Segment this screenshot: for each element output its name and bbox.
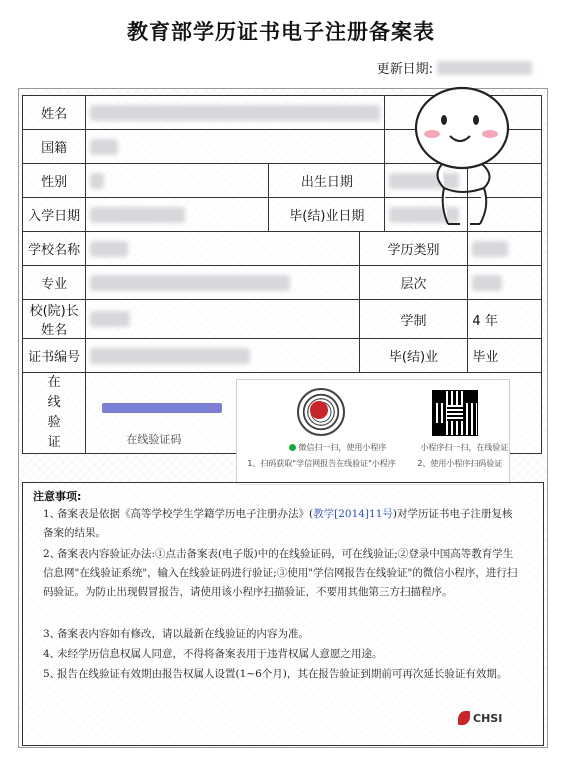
step1-tip: 1、扫码获取"学信网报告在线验证"小程序	[247, 459, 396, 468]
update-date-label: 更新日期:	[376, 62, 433, 77]
table-row	[23, 300, 542, 339]
grad-status-label: 毕(结)业	[359, 339, 468, 373]
cert-no-label: 证书编号	[23, 339, 86, 373]
school-value	[86, 232, 359, 266]
note-number: 1、	[43, 508, 61, 520]
regulation-link[interactable]: 教学[2014]11号	[313, 508, 393, 520]
note-text: 备案表内容如有修改，请以最新在线验证的内容为准。	[57, 628, 309, 640]
enroll-value	[86, 198, 269, 232]
nationality-value	[86, 130, 385, 164]
update-date-value-redacted	[437, 61, 532, 75]
verify-char: 在	[47, 375, 61, 390]
grad-status-value: 毕业	[468, 339, 542, 373]
duration-label: 学制	[359, 300, 468, 339]
major-redacted	[90, 275, 290, 291]
note-text: )对学历证书电子注册复核备案的结果。	[43, 508, 513, 539]
president-value	[86, 300, 359, 339]
cert-no-value	[86, 339, 359, 373]
graduate-date-label: 毕(结)业日期	[269, 198, 385, 232]
page-title: 教育部学历证书电子注册备案表	[127, 20, 435, 44]
major-label: 专业	[23, 266, 86, 300]
verify-label	[23, 373, 86, 454]
major-value	[86, 266, 359, 300]
degree-type-value	[468, 232, 542, 266]
verify-cell	[86, 373, 542, 468]
chsi-logo-text: CHSI	[473, 711, 503, 725]
president-redacted	[90, 311, 130, 327]
qr-panel	[236, 379, 510, 485]
note-number: 4、	[43, 648, 61, 660]
chsi-logo	[458, 711, 502, 725]
note-item	[43, 625, 521, 644]
level-label: 层次	[359, 266, 468, 300]
nationality-redacted	[90, 139, 118, 155]
gender-value	[86, 164, 269, 198]
nationality-label: 国籍	[23, 130, 86, 164]
level-value	[468, 266, 542, 300]
note-text: 备案表是依据《高等学校学生学籍学历电子注册办法》(	[57, 508, 314, 520]
birth-label: 出生日期	[269, 164, 385, 198]
verify-code-redacted[interactable]	[102, 403, 222, 413]
note-item	[43, 645, 521, 664]
note-item	[43, 505, 521, 543]
president-label: 校(院)长姓名	[23, 300, 86, 339]
chsi-mark-icon	[458, 711, 470, 725]
table-row	[23, 266, 542, 300]
verify-row	[23, 373, 542, 454]
verify-char: 线	[47, 395, 61, 410]
note-text: 报告在线验证有效期由报告权属人设置(1~6个月)，其在报告验证到期前可再次延长验证有效期。	[57, 668, 508, 680]
cert-no-redacted	[90, 348, 250, 364]
note-number: 2、	[43, 548, 61, 560]
wechat-tip-text: 微信扫一扫，使用小程序	[298, 443, 387, 452]
table-row	[23, 232, 542, 266]
enroll-redacted	[90, 207, 185, 223]
qr-tip: 小程序扫一扫，在线验证	[420, 443, 509, 452]
enroll-label: 入学日期	[23, 198, 86, 232]
gender-label: 性别	[23, 164, 86, 198]
update-date	[377, 58, 532, 77]
wechat-icon	[289, 444, 296, 451]
note-item	[43, 545, 521, 602]
wechat-tip	[289, 442, 386, 453]
level-redacted	[472, 275, 502, 291]
school-redacted	[90, 241, 128, 257]
note-text: 备案表内容验证办法:①点击备案表(电子版)中的在线验证码，可在线验证;②登录中国高等教育学生信息网"在线验证系统"，输入在线验证码进行验证;③使用"学信网报告在线验证"的微信小程序，进行扫码验证。为防止出现假冒报告，请使用该小程序扫描验证，不要用其他第三方扫描程序。	[43, 548, 518, 598]
note-number: 3、	[43, 628, 61, 640]
cartoon-sticker-icon	[404, 76, 522, 236]
degree-type-redacted	[472, 241, 508, 257]
degree-type-label: 学历类别	[359, 232, 468, 266]
name-label: 姓名	[23, 96, 86, 130]
note-number: 5、	[43, 668, 61, 680]
verify-code-caption: 在线验证码	[126, 433, 182, 446]
school-label: 学校名称	[23, 232, 86, 266]
name-redacted	[90, 105, 380, 121]
note-item	[43, 665, 521, 684]
verify-char: 证	[47, 435, 61, 450]
qr-code-icon[interactable]	[432, 390, 478, 436]
duration-value: 4 年	[468, 300, 542, 339]
gender-redacted	[90, 173, 104, 189]
table-row	[23, 339, 542, 373]
notes-section	[22, 482, 544, 746]
notes-title: 注意事项:	[33, 490, 82, 503]
note-text: 未经学历信息权属人同意，不得将备案表用于违背权属人意愿之用途。	[57, 648, 383, 660]
name-value	[86, 96, 385, 130]
verify-char: 验	[47, 415, 61, 430]
step2-tip: 2、使用小程序扫码验证	[417, 459, 503, 468]
